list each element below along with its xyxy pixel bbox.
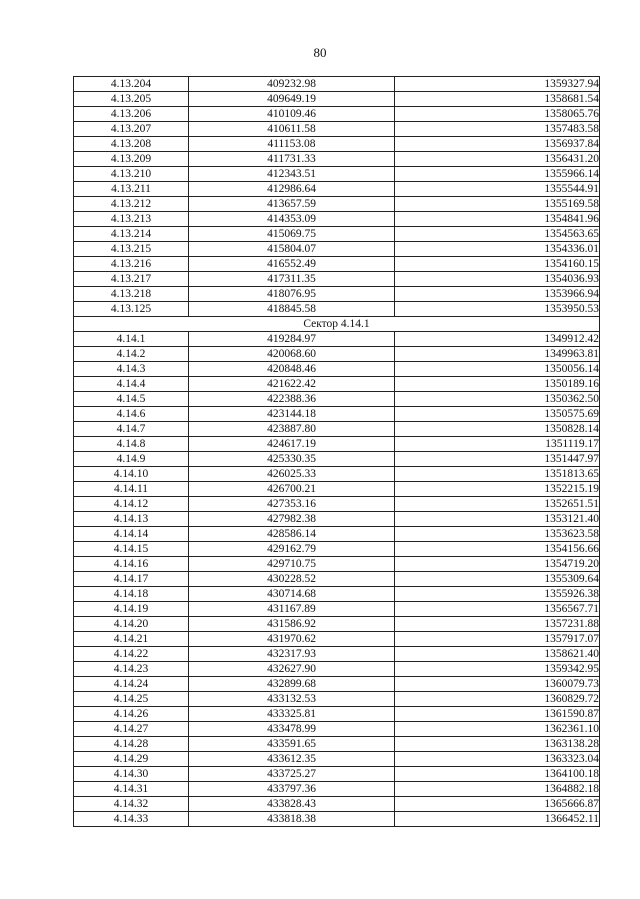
point-id-cell: 4.14.26 bbox=[74, 707, 189, 722]
y-coordinate-cell: 1366452.11 bbox=[395, 812, 600, 827]
point-id-cell: 4.14.13 bbox=[74, 512, 189, 527]
y-coordinate-cell: 1356567.71 bbox=[395, 602, 600, 617]
x-coordinate-cell: 433797.36 bbox=[189, 782, 395, 797]
point-id-cell: 4.14.12 bbox=[74, 497, 189, 512]
table-row bbox=[74, 527, 600, 542]
y-coordinate-cell: 1354336.01 bbox=[395, 242, 600, 257]
y-coordinate-cell: 1352651.51 bbox=[395, 497, 600, 512]
point-id-cell: 4.14.6 bbox=[74, 407, 189, 422]
x-coordinate-cell: 420848.46 bbox=[189, 362, 395, 377]
point-id-cell: 4.13.216 bbox=[74, 257, 189, 272]
table-row bbox=[74, 152, 600, 167]
point-id-cell: 4.13.214 bbox=[74, 227, 189, 242]
y-coordinate-cell: 1351813.65 bbox=[395, 467, 600, 482]
table-row bbox=[74, 257, 600, 272]
page-number: 80 bbox=[313, 45, 327, 60]
x-coordinate-cell: 415804.07 bbox=[189, 242, 395, 257]
x-coordinate-cell: 421622.42 bbox=[189, 377, 395, 392]
y-coordinate-cell: 1355169.58 bbox=[395, 197, 600, 212]
x-coordinate-cell: 419284.97 bbox=[189, 332, 395, 347]
point-id-cell: 4.14.32 bbox=[74, 797, 189, 812]
point-id-cell: 4.14.25 bbox=[74, 692, 189, 707]
table-row bbox=[74, 452, 600, 467]
x-coordinate-cell: 414353.09 bbox=[189, 212, 395, 227]
x-coordinate-cell: 431586.92 bbox=[189, 617, 395, 632]
point-id-cell: 4.13.205 bbox=[74, 92, 189, 107]
x-coordinate-cell: 433132.53 bbox=[189, 692, 395, 707]
point-id-cell: 4.14.27 bbox=[74, 722, 189, 737]
x-coordinate-cell: 430228.52 bbox=[189, 572, 395, 587]
table-row bbox=[74, 512, 600, 527]
x-coordinate-cell: 418076.95 bbox=[189, 287, 395, 302]
table-row bbox=[74, 287, 600, 302]
point-id-cell: 4.13.204 bbox=[74, 77, 189, 92]
x-coordinate-cell: 416552.49 bbox=[189, 257, 395, 272]
y-coordinate-cell: 1354160.15 bbox=[395, 257, 600, 272]
table-row bbox=[74, 272, 600, 287]
y-coordinate-cell: 1354841.96 bbox=[395, 212, 600, 227]
x-coordinate-cell: 431970.62 bbox=[189, 632, 395, 647]
table-row bbox=[74, 797, 600, 812]
y-coordinate-cell: 1361590.87 bbox=[395, 707, 600, 722]
y-coordinate-cell: 1354563.65 bbox=[395, 227, 600, 242]
x-coordinate-cell: 430714.68 bbox=[189, 587, 395, 602]
point-id-cell: 4.14.11 bbox=[74, 482, 189, 497]
table-row bbox=[74, 482, 600, 497]
table-row bbox=[74, 347, 600, 362]
point-id-cell: 4.14.29 bbox=[74, 752, 189, 767]
y-coordinate-cell: 1359327.94 bbox=[395, 77, 600, 92]
y-coordinate-cell: 1350362.50 bbox=[395, 392, 600, 407]
x-coordinate-cell: 426700.21 bbox=[189, 482, 395, 497]
y-coordinate-cell: 1363138.28 bbox=[395, 737, 600, 752]
y-coordinate-cell: 1352215.19 bbox=[395, 482, 600, 497]
x-coordinate-cell: 410109.46 bbox=[189, 107, 395, 122]
table-row bbox=[74, 707, 600, 722]
table-row bbox=[74, 767, 600, 782]
y-coordinate-cell: 1364882.18 bbox=[395, 782, 600, 797]
y-coordinate-cell: 1357231.88 bbox=[395, 617, 600, 632]
x-coordinate-cell: 410611.58 bbox=[189, 122, 395, 137]
x-coordinate-cell: 433325.81 bbox=[189, 707, 395, 722]
x-coordinate-cell: 412343.51 bbox=[189, 167, 395, 182]
table-row bbox=[74, 647, 600, 662]
x-coordinate-cell: 415069.75 bbox=[189, 227, 395, 242]
point-id-cell: 4.14.30 bbox=[74, 767, 189, 782]
y-coordinate-cell: 1357483.58 bbox=[395, 122, 600, 137]
point-id-cell: 4.13.211 bbox=[74, 182, 189, 197]
y-coordinate-cell: 1360079.73 bbox=[395, 677, 600, 692]
x-coordinate-cell: 433478.99 bbox=[189, 722, 395, 737]
point-id-cell: 4.14.20 bbox=[74, 617, 189, 632]
point-id-cell: 4.13.217 bbox=[74, 272, 189, 287]
point-id-cell: 4.14.33 bbox=[74, 812, 189, 827]
x-coordinate-cell: 424617.19 bbox=[189, 437, 395, 452]
point-id-cell: 4.14.24 bbox=[74, 677, 189, 692]
y-coordinate-cell: 1350828.14 bbox=[395, 422, 600, 437]
y-coordinate-cell: 1363323.04 bbox=[395, 752, 600, 767]
point-id-cell: 4.14.21 bbox=[74, 632, 189, 647]
x-coordinate-cell: 433612.35 bbox=[189, 752, 395, 767]
point-id-cell: 4.14.14 bbox=[74, 527, 189, 542]
y-coordinate-cell: 1365666.87 bbox=[395, 797, 600, 812]
point-id-cell: 4.14.10 bbox=[74, 467, 189, 482]
table-row bbox=[74, 812, 600, 827]
x-coordinate-cell: 422388.36 bbox=[189, 392, 395, 407]
y-coordinate-cell: 1358681.54 bbox=[395, 92, 600, 107]
table-row bbox=[74, 782, 600, 797]
table-row bbox=[74, 602, 600, 617]
point-id-cell: 4.14.2 bbox=[74, 347, 189, 362]
y-coordinate-cell: 1355926.38 bbox=[395, 587, 600, 602]
x-coordinate-cell: 429710.75 bbox=[189, 557, 395, 572]
y-coordinate-cell: 1350189.16 bbox=[395, 377, 600, 392]
point-id-cell: 4.14.22 bbox=[74, 647, 189, 662]
table-row bbox=[74, 362, 600, 377]
y-coordinate-cell: 1351447.97 bbox=[395, 452, 600, 467]
table-row bbox=[74, 182, 600, 197]
point-id-cell: 4.14.31 bbox=[74, 782, 189, 797]
point-id-cell: 4.13.213 bbox=[74, 212, 189, 227]
table-row bbox=[74, 542, 600, 557]
point-id-cell: 4.13.125 bbox=[74, 302, 189, 317]
table-row bbox=[74, 227, 600, 242]
y-coordinate-cell: 1356431.20 bbox=[395, 152, 600, 167]
table-section-4-14 bbox=[74, 332, 600, 827]
point-id-cell: 4.14.1 bbox=[74, 332, 189, 347]
table-row bbox=[74, 752, 600, 767]
x-coordinate-cell: 432317.93 bbox=[189, 647, 395, 662]
table-row bbox=[74, 407, 600, 422]
table-row bbox=[74, 572, 600, 587]
x-coordinate-cell: 427353.16 bbox=[189, 497, 395, 512]
table-row bbox=[74, 302, 600, 317]
table-row bbox=[74, 332, 600, 347]
y-coordinate-cell: 1358621.40 bbox=[395, 647, 600, 662]
y-coordinate-cell: 1354156.66 bbox=[395, 542, 600, 557]
y-coordinate-cell: 1354036.93 bbox=[395, 272, 600, 287]
x-coordinate-cell: 428586.14 bbox=[189, 527, 395, 542]
x-coordinate-cell: 409649.19 bbox=[189, 92, 395, 107]
x-coordinate-cell: 411731.33 bbox=[189, 152, 395, 167]
table-section-4-13 bbox=[74, 77, 600, 317]
point-id-cell: 4.13.218 bbox=[74, 287, 189, 302]
table-row bbox=[74, 197, 600, 212]
y-coordinate-cell: 1353121.40 bbox=[395, 512, 600, 527]
point-id-cell: 4.14.15 bbox=[74, 542, 189, 557]
x-coordinate-cell: 432899.68 bbox=[189, 677, 395, 692]
x-coordinate-cell: 412986.64 bbox=[189, 182, 395, 197]
point-id-cell: 4.13.207 bbox=[74, 122, 189, 137]
point-id-cell: 4.14.18 bbox=[74, 587, 189, 602]
x-coordinate-cell: 409232.98 bbox=[189, 77, 395, 92]
point-id-cell: 4.14.8 bbox=[74, 437, 189, 452]
table-row bbox=[74, 242, 600, 257]
table-row bbox=[74, 107, 600, 122]
y-coordinate-cell: 1353966.94 bbox=[395, 287, 600, 302]
x-coordinate-cell: 420068.60 bbox=[189, 347, 395, 362]
y-coordinate-cell: 1349912.42 bbox=[395, 332, 600, 347]
point-id-cell: 4.14.4 bbox=[74, 377, 189, 392]
y-coordinate-cell: 1355544.91 bbox=[395, 182, 600, 197]
y-coordinate-cell: 1355966.14 bbox=[395, 167, 600, 182]
x-coordinate-cell: 426025.33 bbox=[189, 467, 395, 482]
x-coordinate-cell: 411153.08 bbox=[189, 137, 395, 152]
point-id-cell: 4.13.210 bbox=[74, 167, 189, 182]
table-row bbox=[74, 617, 600, 632]
point-id-cell: 4.13.209 bbox=[74, 152, 189, 167]
table-row bbox=[74, 437, 600, 452]
y-coordinate-cell: 1349963.81 bbox=[395, 347, 600, 362]
table-row bbox=[74, 722, 600, 737]
y-coordinate-cell: 1353623.58 bbox=[395, 527, 600, 542]
point-id-cell: 4.14.23 bbox=[74, 662, 189, 677]
table-row bbox=[74, 167, 600, 182]
table-row bbox=[74, 77, 600, 92]
point-id-cell: 4.14.17 bbox=[74, 572, 189, 587]
point-id-cell: 4.13.215 bbox=[74, 242, 189, 257]
point-id-cell: 4.14.19 bbox=[74, 602, 189, 617]
y-coordinate-cell: 1364100.18 bbox=[395, 767, 600, 782]
point-id-cell: 4.14.5 bbox=[74, 392, 189, 407]
y-coordinate-cell: 1357917.07 bbox=[395, 632, 600, 647]
point-id-cell: 4.14.7 bbox=[74, 422, 189, 437]
sector-label: Сектор 4.14.1 bbox=[74, 317, 600, 332]
table-row bbox=[74, 587, 600, 602]
x-coordinate-cell: 431167.89 bbox=[189, 602, 395, 617]
x-coordinate-cell: 433725.27 bbox=[189, 767, 395, 782]
x-coordinate-cell: 418845.58 bbox=[189, 302, 395, 317]
x-coordinate-cell: 423144.18 bbox=[189, 407, 395, 422]
y-coordinate-cell: 1350575.69 bbox=[395, 407, 600, 422]
y-coordinate-cell: 1360829.72 bbox=[395, 692, 600, 707]
y-coordinate-cell: 1355309.64 bbox=[395, 572, 600, 587]
y-coordinate-cell: 1358065.76 bbox=[395, 107, 600, 122]
point-id-cell: 4.13.208 bbox=[74, 137, 189, 152]
table-row bbox=[74, 662, 600, 677]
y-coordinate-cell: 1351119.17 bbox=[395, 437, 600, 452]
x-coordinate-cell: 425330.35 bbox=[189, 452, 395, 467]
coordinates-table bbox=[73, 76, 600, 827]
x-coordinate-cell: 413657.59 bbox=[189, 197, 395, 212]
table-row bbox=[74, 212, 600, 227]
point-id-cell: 4.13.212 bbox=[74, 197, 189, 212]
table-row bbox=[74, 92, 600, 107]
y-coordinate-cell: 1354719.20 bbox=[395, 557, 600, 572]
table-section-header bbox=[74, 317, 600, 332]
table-row bbox=[74, 392, 600, 407]
table-row bbox=[74, 677, 600, 692]
y-coordinate-cell: 1353950.53 bbox=[395, 302, 600, 317]
point-id-cell: 4.14.3 bbox=[74, 362, 189, 377]
point-id-cell: 4.14.9 bbox=[74, 452, 189, 467]
y-coordinate-cell: 1359342.95 bbox=[395, 662, 600, 677]
sector-header-row bbox=[74, 317, 600, 332]
table-row bbox=[74, 632, 600, 647]
x-coordinate-cell: 423887.80 bbox=[189, 422, 395, 437]
table-row bbox=[74, 422, 600, 437]
x-coordinate-cell: 433591.65 bbox=[189, 737, 395, 752]
y-coordinate-cell: 1362361.10 bbox=[395, 722, 600, 737]
x-coordinate-cell: 417311.35 bbox=[189, 272, 395, 287]
table-row bbox=[74, 557, 600, 572]
x-coordinate-cell: 427982.38 bbox=[189, 512, 395, 527]
point-id-cell: 4.14.28 bbox=[74, 737, 189, 752]
point-id-cell: 4.14.16 bbox=[74, 557, 189, 572]
y-coordinate-cell: 1356937.84 bbox=[395, 137, 600, 152]
x-coordinate-cell: 433818.38 bbox=[189, 812, 395, 827]
x-coordinate-cell: 432627.90 bbox=[189, 662, 395, 677]
table-row bbox=[74, 692, 600, 707]
x-coordinate-cell: 429162.79 bbox=[189, 542, 395, 557]
table-row bbox=[74, 377, 600, 392]
x-coordinate-cell: 433828.43 bbox=[189, 797, 395, 812]
table-row bbox=[74, 122, 600, 137]
table-row bbox=[74, 467, 600, 482]
point-id-cell: 4.13.206 bbox=[74, 107, 189, 122]
table-row bbox=[74, 737, 600, 752]
y-coordinate-cell: 1350056.14 bbox=[395, 362, 600, 377]
table-row bbox=[74, 137, 600, 152]
table-row bbox=[74, 497, 600, 512]
